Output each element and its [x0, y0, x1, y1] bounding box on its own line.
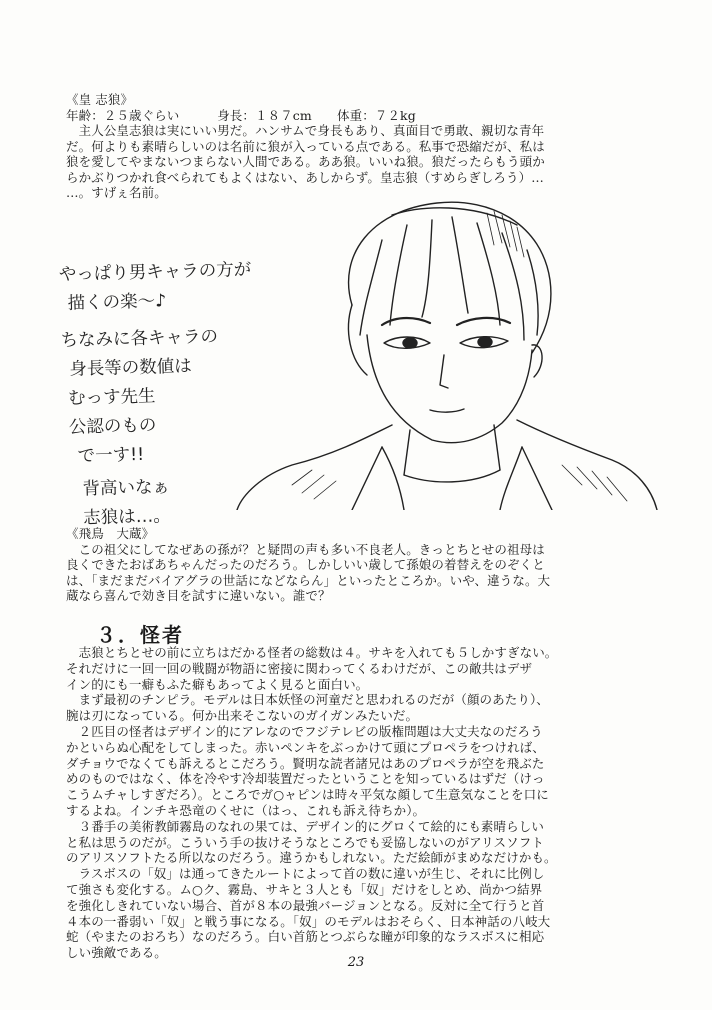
note-line: 背高いなぁ — [82, 477, 171, 500]
page-number: 23 — [347, 955, 365, 970]
body-line: と私は思うのだが。こういう手の抜けそうなところでも妥協しないのがアリスソフト — [66, 834, 544, 850]
body-line: て強さも変化する。ム○ク、霧島、サキと３人とも「奴」だけをしとめ、尚かつ結界 — [66, 881, 543, 897]
note-line: 公認のもの — [68, 415, 157, 438]
body-line: のアリスソフトたる所以なのだろう。違うかもしれない。ただ絵師がまめなだけかも。 — [66, 850, 557, 866]
profile-text-line: 蔵なら喜んで効き目を試すに違いない。誰で？ — [66, 588, 331, 603]
body-line: めのものではなく、体を冷やす冷却装置だったということを知っているはずだ（けっ — [66, 771, 545, 787]
profile-text-line: らかぶりつかれ食べられてもよくはない、あしからず。皇志狼（すめらぎしろう）… — [66, 169, 544, 185]
body-line: こうムチャしすぎだろ）。ところでガ○ャピンは時々平気な顔して生意気なことを口に — [66, 787, 549, 803]
body-line: を強化しきれていない場合、首が８本の最強バージョンとなる。反対に全て行うと首 — [66, 897, 545, 913]
body-line: かといらぬ心配をしてしまった。赤いペンキをぶっかけて頭にプロペラをつければ、 — [66, 739, 545, 755]
body-line: イン的にも一癖もふた癖もあってよく見ると面白い。 — [66, 676, 369, 692]
body-line: ダチョウでなくても訴えるとこだろう。賢明な読者諸兄はあのプロペラが空を飛ぶた — [66, 755, 545, 771]
body-line: ラスボスの「奴」は通ってきたルートによって首の数に違いが生じ、それに比例し — [66, 866, 545, 882]
body-line: 蛇（やまたのおろち）なのだろう。白い首筋とつぶらな瞳が印象的なラスボスに相応 — [66, 929, 545, 945]
profile-text-line: 良くできたおばあちゃんだったのだろう。しかしいい歳して孫娘の着替えをのぞくと — [66, 557, 545, 572]
profile-text-line: だ。何よりも素晴らしいのは名前に狼が入っている点である。私事で恐縮だが、私は — [66, 138, 545, 154]
section-body — [66, 645, 656, 961]
profile-heading: 《皇 志狼》 — [66, 92, 134, 107]
note-line: 描くの楽～♪ — [67, 291, 167, 314]
profile-text-line: 狼を愛してやまないつまらない人間である。ああ狼。いいね狼。狼だったらもう頭か — [66, 154, 545, 169]
profile-text-line: この祖父にしてなぜあの孫が？と疑問の声も多い不良老人。きっとちとせの祖母は — [66, 541, 545, 557]
body-line: 志狼とちとせの前に立ちはだかる怪者の総数は４。サキを入れても５しかすぎない。 — [66, 645, 558, 660]
body-line: それだけに一回一回の戦闘が物語に密接に関わってくるわけだが、この敵共はデザ — [66, 660, 533, 676]
note-line: 身長等の数値は — [69, 356, 193, 380]
note-line: で一す!! — [77, 444, 145, 467]
profile-text-line: 主人公皇志狼は実にいい男だ。ハンサムで身長もあり、真面目で勇敢、親切な青年 — [66, 123, 545, 138]
profile-text-line: は、「まだまだバイアグラの世話になどならん」といったところか。いや、違うな。大 — [66, 572, 551, 588]
body-line: するよね。インチキ恐竜のくせに（はっ、これも訴え待ちか）。 — [66, 802, 426, 818]
body-line: ３番手の美術教師霧島のなれの果ては、デザイン的にグロくて絵的にも素晴らしい — [66, 818, 544, 834]
note-line: ちなみに各キャラの — [60, 326, 219, 352]
body-line: しい強敵である。 — [66, 945, 167, 961]
profile-heading: 《飛鳥 大蔵》 — [66, 526, 155, 541]
body-line: 腕は刃になっている。何か出来そこないのガイガンみたいだ。 — [66, 708, 419, 724]
body-line: ２匹目の怪者はデザイン的にアレなのでフジテレビの版権問題は大丈夫なのだろう — [66, 723, 543, 739]
note-line: 志狼は…。 — [82, 506, 171, 529]
profile-stats: 年齢：２５歳ぐらい 身長：１８７cm 体重：７２kg — [66, 107, 416, 123]
note-line: やっぱり男キャラの方が — [58, 260, 252, 286]
body-line: まず最初のチンピラ。モデルは日本妖怪の河童だと思われるのだが（顔のあたり）、 — [66, 692, 549, 708]
body-line: ４本の一番弱い「奴」と戦う事になる。「奴」のモデルはおそらく、日本神話の八岐大 — [66, 913, 551, 929]
section-heading: ３．怪者 — [96, 623, 184, 647]
character-sketch-illustration — [232, 185, 662, 510]
profile-text-line: …。すげぇ名前。 — [66, 185, 167, 200]
character-profile-daizou — [66, 526, 656, 604]
note-line: むっす先生 — [67, 386, 156, 409]
